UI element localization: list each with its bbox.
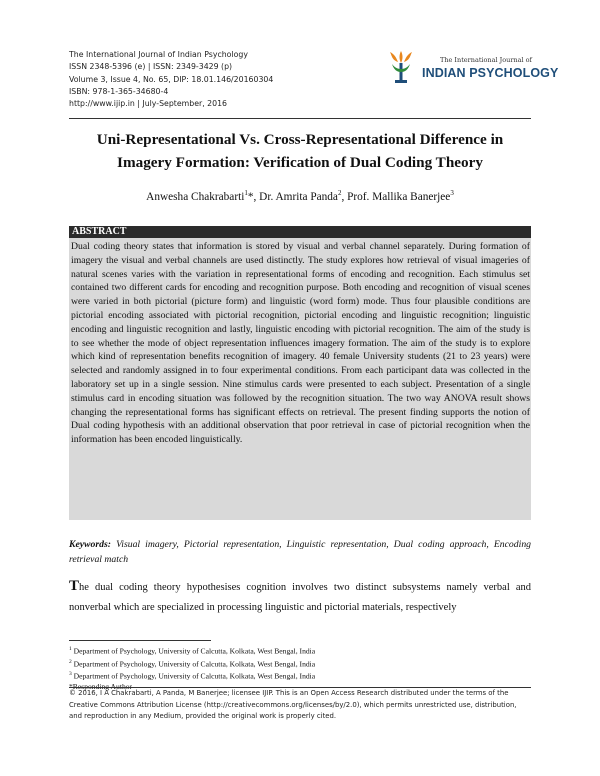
footnote-divider	[69, 640, 211, 641]
intro-text: he dual coding theory hypothesises cognition involves two distinct subsystems namely verbal and nonverbal which are specialized in processing linguistic and pictorial materials, respectively	[69, 582, 531, 613]
author-separator: ,	[253, 190, 260, 203]
author-1-corresponding-mark: *	[247, 190, 254, 203]
license-text: © 2016, I A Chakrabarti, A Panda, M Banerjee; licensee IJIP. This is an Open Access Research distributed under the terms of the Creative Commons Attribution License (http://creativecommons.org/licenses/by/2.0), which permits unrestricted use, distribution, and reproduction in any Medium, provided the original work is properly cited.	[69, 689, 517, 720]
journal-name: The International Journal of Indian Psychology	[69, 50, 248, 59]
journal-logo	[386, 50, 559, 86]
keywords-text: Visual imagery, Pictorial representation, Linguistic representation, Dual coding approach, Encoding retrieval match	[69, 539, 532, 565]
abstract-text: Dual coding theory states that information is stored by visual and verbal channel separately. During formation of imagery the visual and verbal channels are used distinctly. The study explores how retrieval of visual imageries of natural scenes varies with the variation in representational forms of encoding and recognition. Each stimulus set contained two different cards for encoding and recognition purpose. Both encoding and recognition of visual scenes were varied in both pictorial (picture form) and linguistic (word form) mode. Thus four plausible conditions are pictorial encoding associated with pictorial recognition, pictorial encoding and linguistic recognition; linguistic encoding and linguistic recognition and lastly, linguistic encoding with pictorial recognition. The aim of the study is to see whether the mode of object representation influences imagery formation. The aim of the study is to explore which kind of representation benefits recognition of imagery. 40 female University students (21 to 23 years) were selected and randomly assigned in to four experimental conditions. From each participant data was collected in the laboratory set up in a single session. Nine stimulus cards were presented to each subject. Presentation of a single stimulus card in encoding situation was followed by the recognition situation. The two way ANOVA result shows changing the representational forms has significant effects on retrieval. The present finding supports the notion of Dual coding hypothesis with an additional observation that poor retrieval in case of pictorial recognition when the information has been encoded linguistically.	[69, 238, 531, 520]
footnotes	[69, 644, 531, 692]
issn-line: ISSN 2348-5396 (e) | ISSN: 2349-3429 (p)	[69, 62, 233, 72]
author-2-affil: 2	[337, 189, 342, 197]
title-line-1: Uni-Representational Vs. Cross-Representational Difference in	[96, 131, 504, 148]
author-list	[69, 189, 531, 203]
logo-big-text: INDIAN PSYCHOLOGY	[422, 66, 559, 80]
keywords	[69, 538, 531, 567]
author-2: Dr. Amrita Panda	[259, 190, 338, 203]
title-line-2: Imagery Formation: Verification of Dual Coding Theory	[117, 153, 483, 171]
footnote-item: $^2$ Department of Psychology, University of Calcutta, Kolkata, West Bengal, India	[69, 658, 316, 669]
author-separator: ,	[341, 190, 348, 203]
logo-small-text: The International Journal of	[440, 56, 532, 64]
author-1: Anwesha Chakrabarti	[146, 190, 245, 203]
volume-line: Volume 3, Issue 4, No. 65, DIP: 18.01.146/20160304	[69, 74, 274, 84]
header-divider	[69, 118, 531, 119]
abstract-heading: ABSTRACT	[69, 226, 531, 238]
author-1-affil: 1	[244, 189, 248, 197]
keywords-label: Keywords:	[69, 539, 111, 550]
author-3-affil: 3	[450, 189, 454, 197]
intro-paragraph	[69, 577, 531, 617]
journal-header	[69, 49, 369, 110]
journal-logo-icon	[386, 50, 416, 86]
isbn-line: ISBN: 978-1-365-34680-4	[69, 86, 169, 96]
author-3: Prof. Mallika Banerjee	[347, 190, 451, 203]
paper-title	[69, 129, 531, 174]
journal-url[interactable]: http://www.ijip.in | July-September, 2016	[69, 99, 227, 109]
footnote-item: $^1$ Department of Psychology, University of Calcutta, Kolkata, West Bengal, India	[69, 646, 316, 656]
drop-cap: T	[69, 578, 80, 594]
footnote-item: $^3$ Department of Psychology, University of Calcutta, Kolkata, West Bengal, India	[69, 671, 316, 681]
